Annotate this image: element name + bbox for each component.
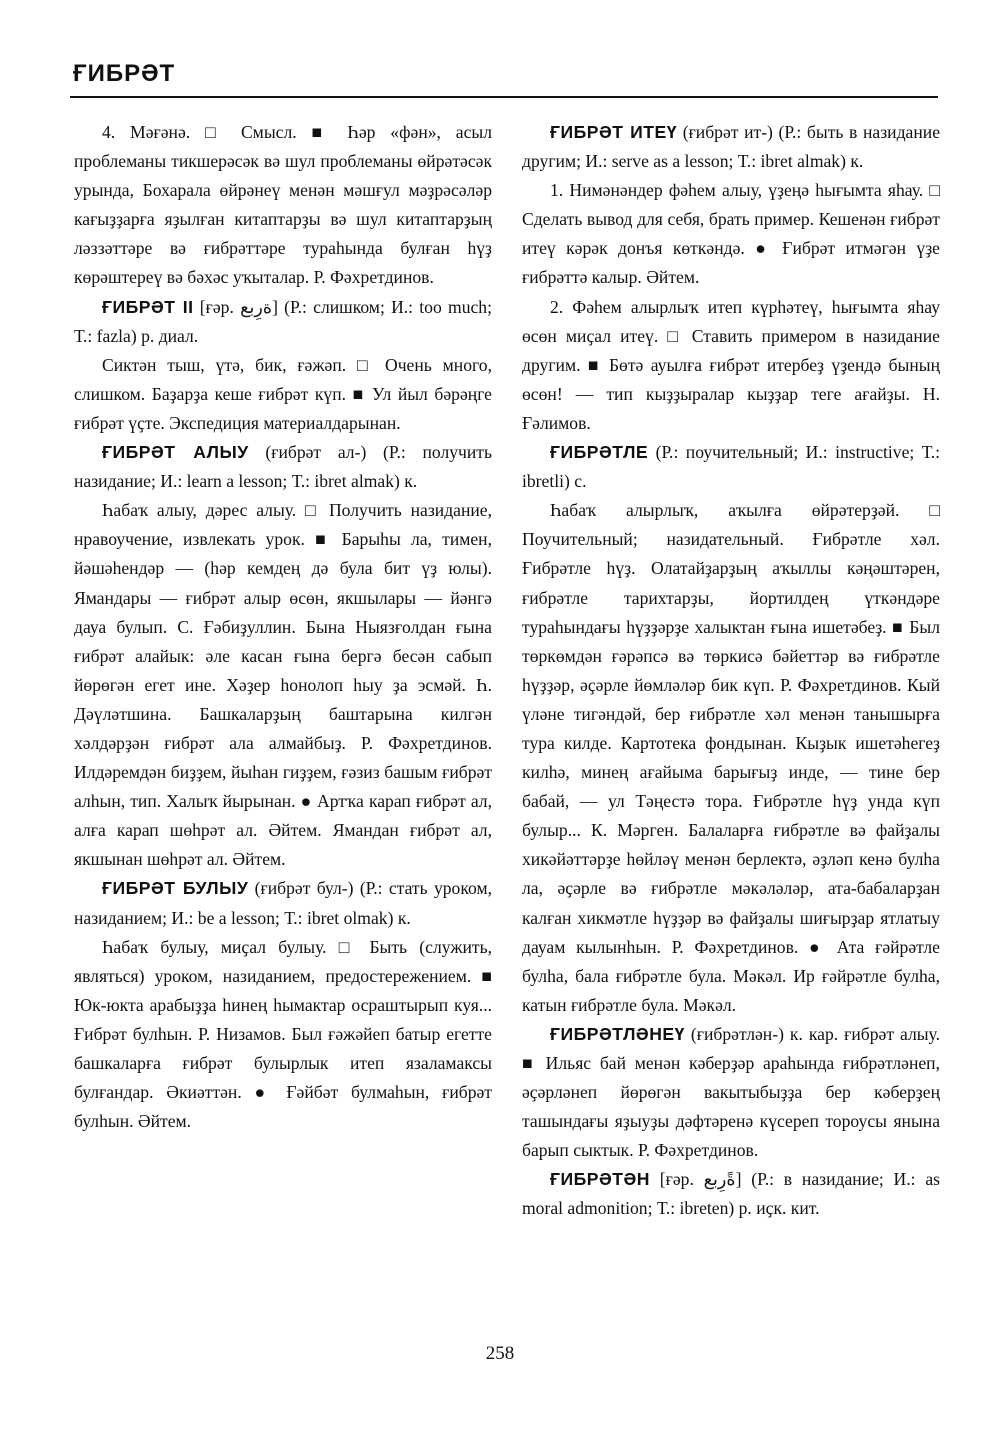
entry-headword-line: ҒИБРӘТ АЛЫУ (ғибрәт ал-) (Р.: получить назидание; И.: learn a lesson; Т.: ibret almak) к.: [74, 442, 493, 492]
header-rule: [70, 96, 938, 98]
headword: ҒИБРӘТ II: [102, 296, 194, 317]
headword: ҒИБРӘТЛӘНЕҮ: [550, 1023, 685, 1044]
entry-paragraph: Һабаҡ алыу, дәрес алыу. □ Получить назидание, нравоучение, извлекать урок. ■ Барыһы ла, тимен, йәшәһендәр — (һәр кемдең дә була бит үҙ юлы). Ямандары — ғибрәт алыр өсөн, якшылары — йәнгә дауа булып. С. Ғәбиҙуллин. Бына Ныязғолдан ғына ғибрәт алайык: әле касан ғына бергә бесән сабып йөрөгән егет ине. Хәҙер һонолоп һыу ҙа эсмәй. Һ. Дәүләтшина. Башкаларҙың баштарына килгән хәлдәрҙән ғибрәт ала алмайбыҙ. Р. Фәхретдинов. Илдәремдән биҙҙем, йыһан гиҙҙем, ғәзиз башым ғибрәт алһын, тип. Халыҡ йырынан. ● Артҡа карап ғибрәт ал, алға карап шөһрәт ал. Әйтем. Ямандан ғибрәт ал, якшынан шөһрәт ал. Әйтем.: [74, 500, 492, 870]
headword: ҒИБРӘТ ИТЕҮ: [550, 122, 678, 142]
left-column: [74, 118, 492, 1136]
headword: ҒИБРӘТ АЛЫУ: [102, 442, 249, 463]
entry-paragraph: 1. Нимәнәндер фәһем алыу, үҙеңә һығымта яһау. □ Сделать вывод для себя, брать пример. Кешенән ғибрәт итеү кәрәк донъя көткәндә. ● Ғибрәт итмәгән үҙе ғибрәттә калыр. Әйтем.: [522, 180, 940, 288]
right-column: [522, 118, 940, 1224]
entry-headword-line: ҒИБРӘТ ИТЕҮ (ғибрәт ит-) (Р.: быть в назидание другим; И.: serve as a lesson; Т.: ibret almak) к.: [522, 122, 940, 172]
entry-headword-line: ҒИБРӘТ БУЛЫУ (ғибрәт бул-) (Р.: стать уроком, назиданием; И.: be a lesson; Т.: ibret olmak) к.: [74, 878, 493, 928]
page-header-title: ҒИБРӘТ: [73, 60, 176, 87]
page-number: 258: [485, 1343, 515, 1364]
entry-headword-line: ҒИБРӘТЛӘНЕҮ (ғибрәтлән-) к. кар. ғибрәт алыу. ■ Ильяс бай менән кәберҙәр араһында ғибрәтләнеп, әҫәрләнеп йөрөгән вакытыбыҙҙа бер кәберҙең ташындағы яҙыуҙы дәфтәренә күсереп тороусы янына барып сыктык. Р. Фәхретдинов.: [522, 1023, 940, 1161]
entry-headword-line: ҒИБРӘТЛЕ (Р.: поучительный; И.: instructive; Т.: ibretli) с.: [522, 442, 940, 492]
entry-headword-line: ҒИБРӘТӘН [ғәр. ةًرِبع] (Р.: в назидание; И.: as moral admonition; Т.: ibreten) р. иҫк. кит.: [522, 1169, 940, 1219]
entry-paragraph: Сиктән тыш, үтә, бик, ғәжәп. □ Очень много, слишком. Баҙарҙа кеше ғибрәт күп. ■ Ул йыл бәрәңге ғибрәт үҫте. Экспедиция материалдарынан.: [74, 354, 492, 433]
entry-paragraph: Һабаҡ алырлыҡ, аҡылға өйрәтерҙәй. □ Поучительный; назидательный. Ғибрәтле хәл. Ғибрәтле һүҙ. Олатайҙарҙың аҡыллы кәңәштәрен, ғибрәтле тарихтарҙы, йортилдең үткәндәре тураһындағы һүҙҙәрҙе халыктан ғына ишетәбеҙ. ■ Был төркөмдән ғәрәпсә вә төркисә бәйеттәр вә ғибрәтле һүҙҙәр, әҫәрле йөмләләр бик күп. Р. Фәхретдинов. Кый үләне тигәндәй, бер ғибрәтле хәл менән танышырға тура килде. Картотека фондынан. Кыҙык ишетәһегеҙ килһә, минең ағайыма барығыҙ инде, — тине бер бабай, — ул Тәңестә тора. Ғибрәтле һүҙ унда күп булыр... К. Мәрген. Балаларға ғибрәтле вә файҙалы хикәйәттәрҙе һөйләү менән берлектә, әҙләп кенә булһа ла, әҫәрле вә ғибрәтле мәкәләләр, ата-бабаларҙан калған хикмәтле һүҙҙәр вә файҙалы шиғырҙар ятлатыу дауам кылынһын. Р. Фәхретдинов. ● Ата ғәйрәтле булһа, бала ғибрәтле була. Мәкәл. Ир ғәйрәтле булһа, катын ғибрәтле була. Мәкәл.: [522, 500, 940, 1015]
entry-paragraph: 2. Фәһем алырлыҡ итеп күрһәтеү, һығымта яһау өсөн миҫал итеү. □ Ставить примером в назидание другим. ■ Бөтә ауылға ғибрәт итербеҙ үҙендә бының өсөн! — тип кыҙҙыралар кыҙҙар теге ағайҙы. Н. Ғәлимов.: [522, 296, 940, 433]
entry-paragraph: Һабаҡ булыу, миҫал булыу. □ Быть (служить, являться) уроком, назиданием, предостережением. ■ Юк-юкта арабыҙҙа һинең һымактар осраштырып куя... Ғибрәт булһын. Р. Низамов. Был ғәжәйеп батыр егетте башкаларға ғибрәт булырлык итеп язаламаксы булғандар. Әкиәттән. ● Ғәйбәт булмаһын, ғибрәт булһын. Әйтем.: [74, 936, 492, 1132]
headword: ҒИБРӘТӘН: [550, 1169, 651, 1190]
headword: ҒИБРӘТ БУЛЫУ: [102, 878, 249, 899]
entry-paragraph: 4. Мәғәнә. □ Смысл. ■ Һәр «фән», асыл проблеманы тикшерәсәк вә шул проблеманы өйрәтәсәк урында, Бохарала өйрәнеү менән мәшғул мәҙрәсәләр кағыҙҙарға яҙылған китаптарҙы вә шул китаптарҙың ләззәттәре вә ғибрәттәре тураһында булған һүҙ көрәштереү вә бәхәс уҡыталар. Р. Фәхретдинов.: [74, 122, 492, 288]
headword: ҒИБРӘТЛЕ: [550, 442, 649, 463]
entry-headword-line: ҒИБРӘТ II [ғәр. ةرِبع] (Р.: слишком; И.: too much; Т.: fazla) р. диал.: [74, 296, 492, 346]
